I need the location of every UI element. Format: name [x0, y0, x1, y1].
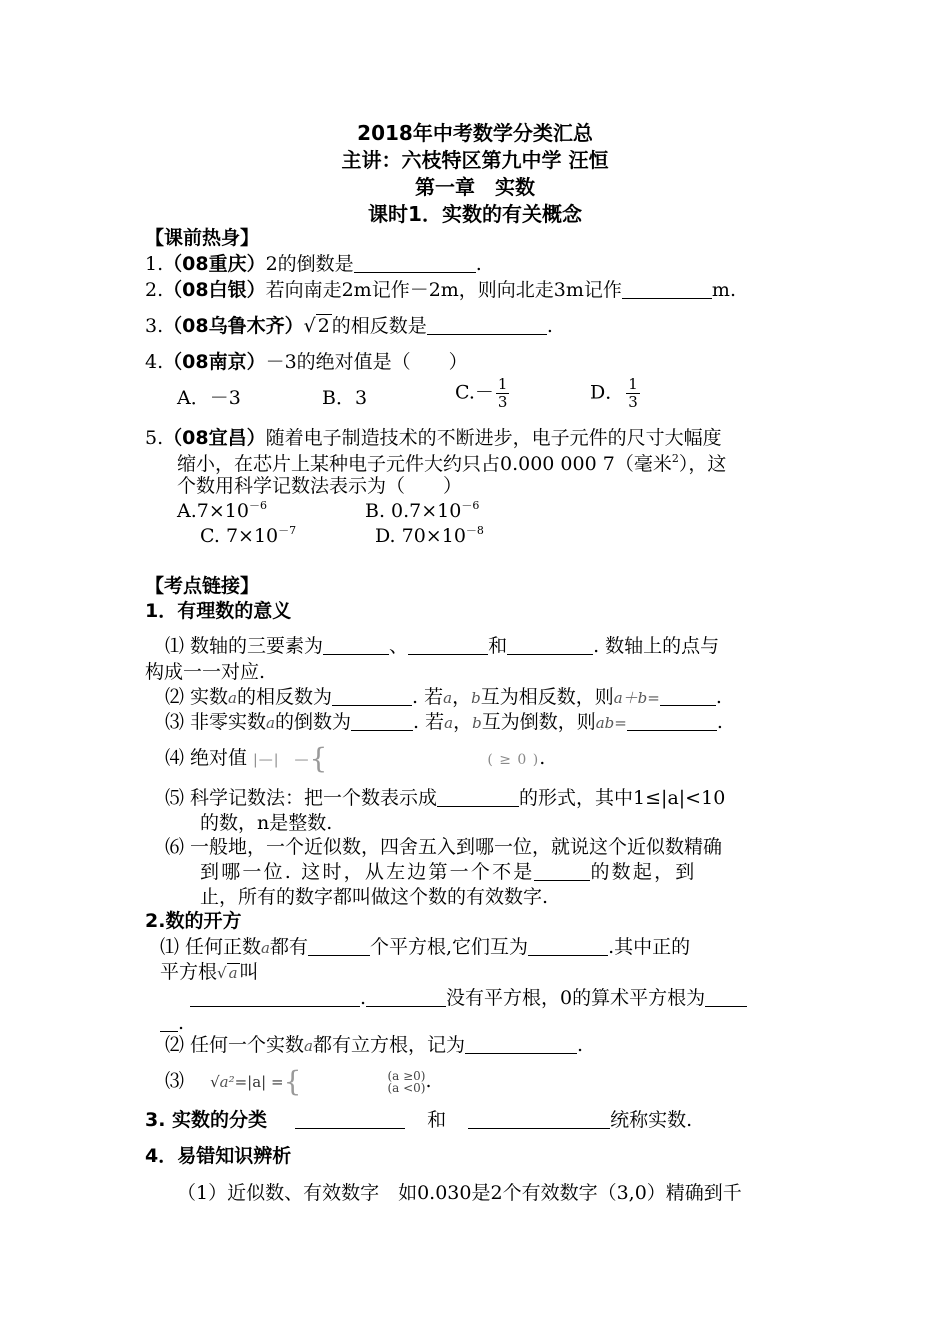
s1-item-3: ⑶ 非零实数a的倒数为 . 若a，b互为倒数，则ab= . — [165, 711, 723, 733]
s2-item-1-line-2: 平方根√ a 叫 — [160, 959, 259, 986]
abs-value-formula-image: |—| — — [253, 752, 310, 768]
brace-icon: { — [283, 1065, 302, 1098]
s2-item-1: ⑴ 任何正数a都有 个平方根,它们互为 .其中正的 — [160, 936, 691, 958]
s1-item-1: ⑴ 数轴的三要素为 、 和 . 数轴上的点与 — [165, 635, 720, 657]
q5-option-b: B. $0.7\times 10^{-6}$ — [365, 499, 480, 522]
answer-blank — [622, 278, 712, 299]
q5-option-d: D. $70\times 10^{-8}$ — [375, 524, 484, 547]
s1-item-6: ⑹ 一般地，一个近似数，四舍五入到哪一位，就说这个近似数精确 — [165, 836, 723, 858]
lesson-title: 课时1．实数的有关概念 — [368, 202, 582, 226]
warmup-heading: 【课前热身】 — [145, 227, 260, 249]
points-heading: 【考点链接】 — [145, 575, 260, 597]
question-4: 4.（08南京）－3的绝对值是（ ） — [145, 351, 468, 373]
section-4-item-1: （1）近似数、有效数字 如0.030是2个有效数字（3,0）精确到千 — [177, 1182, 742, 1204]
s1-item-4: ⑷ 绝对值 |—| —{ ( ≥ 0 ). — [165, 742, 546, 775]
s2-item-1-line-4: . — [160, 1010, 184, 1036]
answer-blank — [427, 314, 547, 335]
abs-value-cases-image: ( ≥ 0 ) — [487, 752, 540, 768]
section-2-title: 2.数的开方 — [145, 910, 242, 932]
s1-item-1-line-2: 构成一一对应. — [145, 661, 266, 683]
sqrt-symbol: √ a — [217, 964, 238, 982]
speaker-line: 主讲：六枝特区第九中学 汪恒 — [341, 148, 609, 172]
q5-option-a: $A.7\times 10^{-6}$ — [177, 499, 267, 522]
question-1: 1.（08重庆）2的倒数是 . — [145, 253, 482, 275]
q4-option-c: C.－ $\frac{1}{3}$ — [455, 375, 508, 411]
question-5-line-2: 缩小，在芯片上某种电子元件大约只占0.000 000 7（毫米$^2$），这 — [177, 452, 727, 475]
section-3: 3. 实数的分类 和 统称实数. — [145, 1109, 693, 1131]
s2-item-3: ⑶ √a²=|a| ={ (a ≥0) (a <0) . — [165, 1065, 432, 1098]
question-5-line-3: 个数用科学记数法表示为（ ） — [177, 475, 463, 497]
section-1-title: 1．有理数的意义 — [145, 600, 292, 622]
chapter-title: 第一章 实数 — [415, 175, 535, 199]
answer-blank — [354, 252, 476, 273]
q4-option-a: A．－3 — [177, 387, 241, 409]
q4-option-d: D． $\frac{1}{3}$ — [590, 375, 638, 411]
s1-item-2: ⑵ 实数a的相反数为 . 若a，b互为相反数，则a＋b= . — [165, 686, 722, 708]
brace-icon: { — [309, 742, 328, 775]
s1-item-6-line-3: 止，所有的数字都叫做这个数的有效数字. — [200, 886, 549, 908]
section-4-title: 4．易错知识辨析 — [145, 1145, 292, 1167]
q5-option-c: C. $7\times 10^{-7}$ — [200, 524, 297, 547]
sqrt-symbol: √ 2 — [303, 315, 330, 337]
s1-item-5-line-2: 的数，n是整数. — [200, 812, 333, 834]
question-5: 5.（08宜昌）随着电子制造技术的不断进步，电子元件的尺寸大幅度 — [145, 427, 722, 449]
s2-item-2: ⑵ 任何一个实数a都有立方根，记为 . — [165, 1034, 584, 1056]
question-3: 3.（08乌鲁木齐）√ 2 的相反数是 . — [145, 315, 553, 337]
q4-option-b: B．3 — [322, 387, 368, 409]
s2-item-1-line-3: . 没有平方根，0的算术平方根为 — [190, 985, 747, 1011]
question-2: 2.（08白银）若向南走2m记作－2m，则向北走3m记作 m. — [145, 279, 736, 301]
doc-title: 2018年中考数学分类汇总 — [357, 121, 593, 145]
s1-item-5: ⑸ 科学记数法：把一个数表示成 的形式，其中1≤|a|<10 — [165, 787, 726, 809]
s1-item-6-line-2: 到哪一位. 这时，从左边第一个不是 的数起，到 — [200, 861, 697, 883]
